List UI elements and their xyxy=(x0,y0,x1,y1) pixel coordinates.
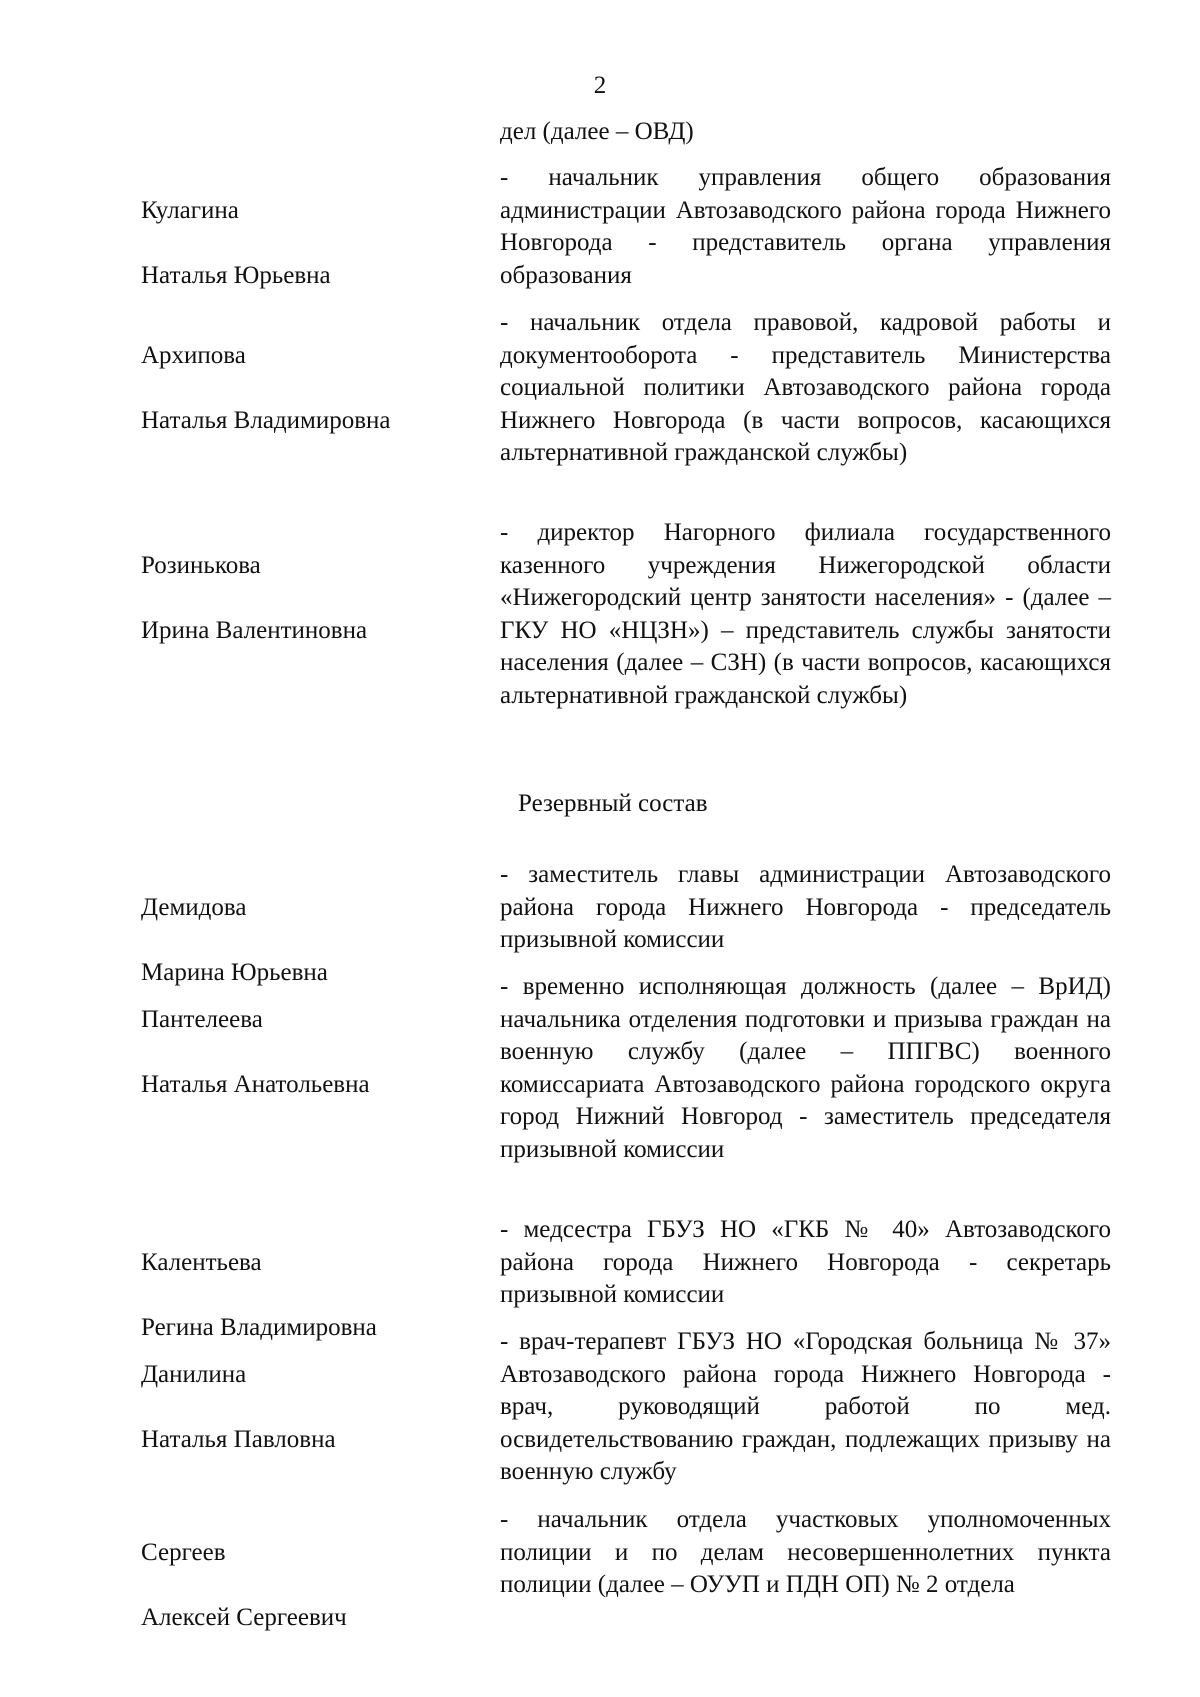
member-surname: Розинькова xyxy=(141,551,261,579)
member-description: - директор Нагорного филиала государственного казенного учреждения Нижегородской области «Нижегородский центр занятости населения» - (далее – ГКУ НО «НЦЗН») – представитель службы занятости населения (далее – СЗН) (в части вопросов, касающихся альтернативной гражданской службы) xyxy=(500,519,1111,709)
member-name xyxy=(141,162,461,325)
member-given-name: Регина Владимировна xyxy=(141,1313,377,1341)
member-name xyxy=(141,517,461,680)
member-surname: Калентьева xyxy=(141,1248,262,1276)
page-number: 2 xyxy=(593,72,607,99)
member-given-name: Марина Юрьевна xyxy=(141,958,328,986)
member-description: - начальник управления общего образования администрации Автозаводского района города Нижнего Новгорода - представитель органа управления образования xyxy=(500,164,1111,289)
member-given-name: Наталья Владимировна xyxy=(141,406,391,434)
member-given-name: Ирина Валентиновна xyxy=(141,616,368,644)
member-surname: Архипова xyxy=(141,341,246,369)
continuation-text: дел (далее – ОВД) xyxy=(500,118,694,145)
member-surname: Данилина xyxy=(141,1360,247,1388)
member-surname: Пантелеева xyxy=(141,1005,263,1033)
member-given-name: Алексей Сергеевич xyxy=(141,1603,347,1631)
member-surname: Демидова xyxy=(141,893,247,921)
reserve-section-title: Резервный состав xyxy=(518,790,708,817)
member-surname: Сергеев xyxy=(141,1538,226,1566)
member-name xyxy=(141,1504,461,1667)
member-description: - врач-терапевт ГБУЗ НО «Городская больница № 37» Автозаводского района города Нижнего Новгорода - врач, руководящий работой по мед. освидетельствованию граждан, подлежащих призыву на военную службу xyxy=(500,1328,1111,1485)
member-name xyxy=(141,307,461,470)
member-name xyxy=(141,1326,461,1489)
member-description: - заместитель главы администрации Автозаводского района города Нижнего Новгорода - председатель призывной комиссии xyxy=(500,861,1111,953)
member-name xyxy=(141,971,461,1134)
member-description: - начальник отдела правовой, кадровой работы и документооборота - представитель Министерства социальной политики Автозаводского района города Нижнего Новгорода (в части вопросов, касающихся альтернативной гражданской службы) xyxy=(500,309,1111,466)
member-given-name: Наталья Павловна xyxy=(141,1425,336,1453)
member-description: - временно исполняющая должность (далее – ВрИД) начальника отделения подготовки и призыва граждан на военную службу (далее – ППГВС) военного комиссариата Автозаводского района городского округа город Нижний Новгород - заместитель председателя призывной комиссии xyxy=(500,973,1111,1163)
member-surname: Кулагина xyxy=(141,196,239,224)
member-description: - медсестра ГБУЗ НО «ГКБ № 40» Автозаводского района города Нижнего Новгорода - секретарь призывной комиссии xyxy=(500,1216,1111,1308)
member-description: - начальник отдела участковых уполномоченных полиции и по делам несовершеннолетних пункта полиции (далее – ОУУП и ПДН ОП) № 2 отдела xyxy=(500,1506,1111,1598)
member-given-name: Наталья Юрьевна xyxy=(141,261,331,289)
member-given-name: Наталья Анатольевна xyxy=(141,1070,370,1098)
